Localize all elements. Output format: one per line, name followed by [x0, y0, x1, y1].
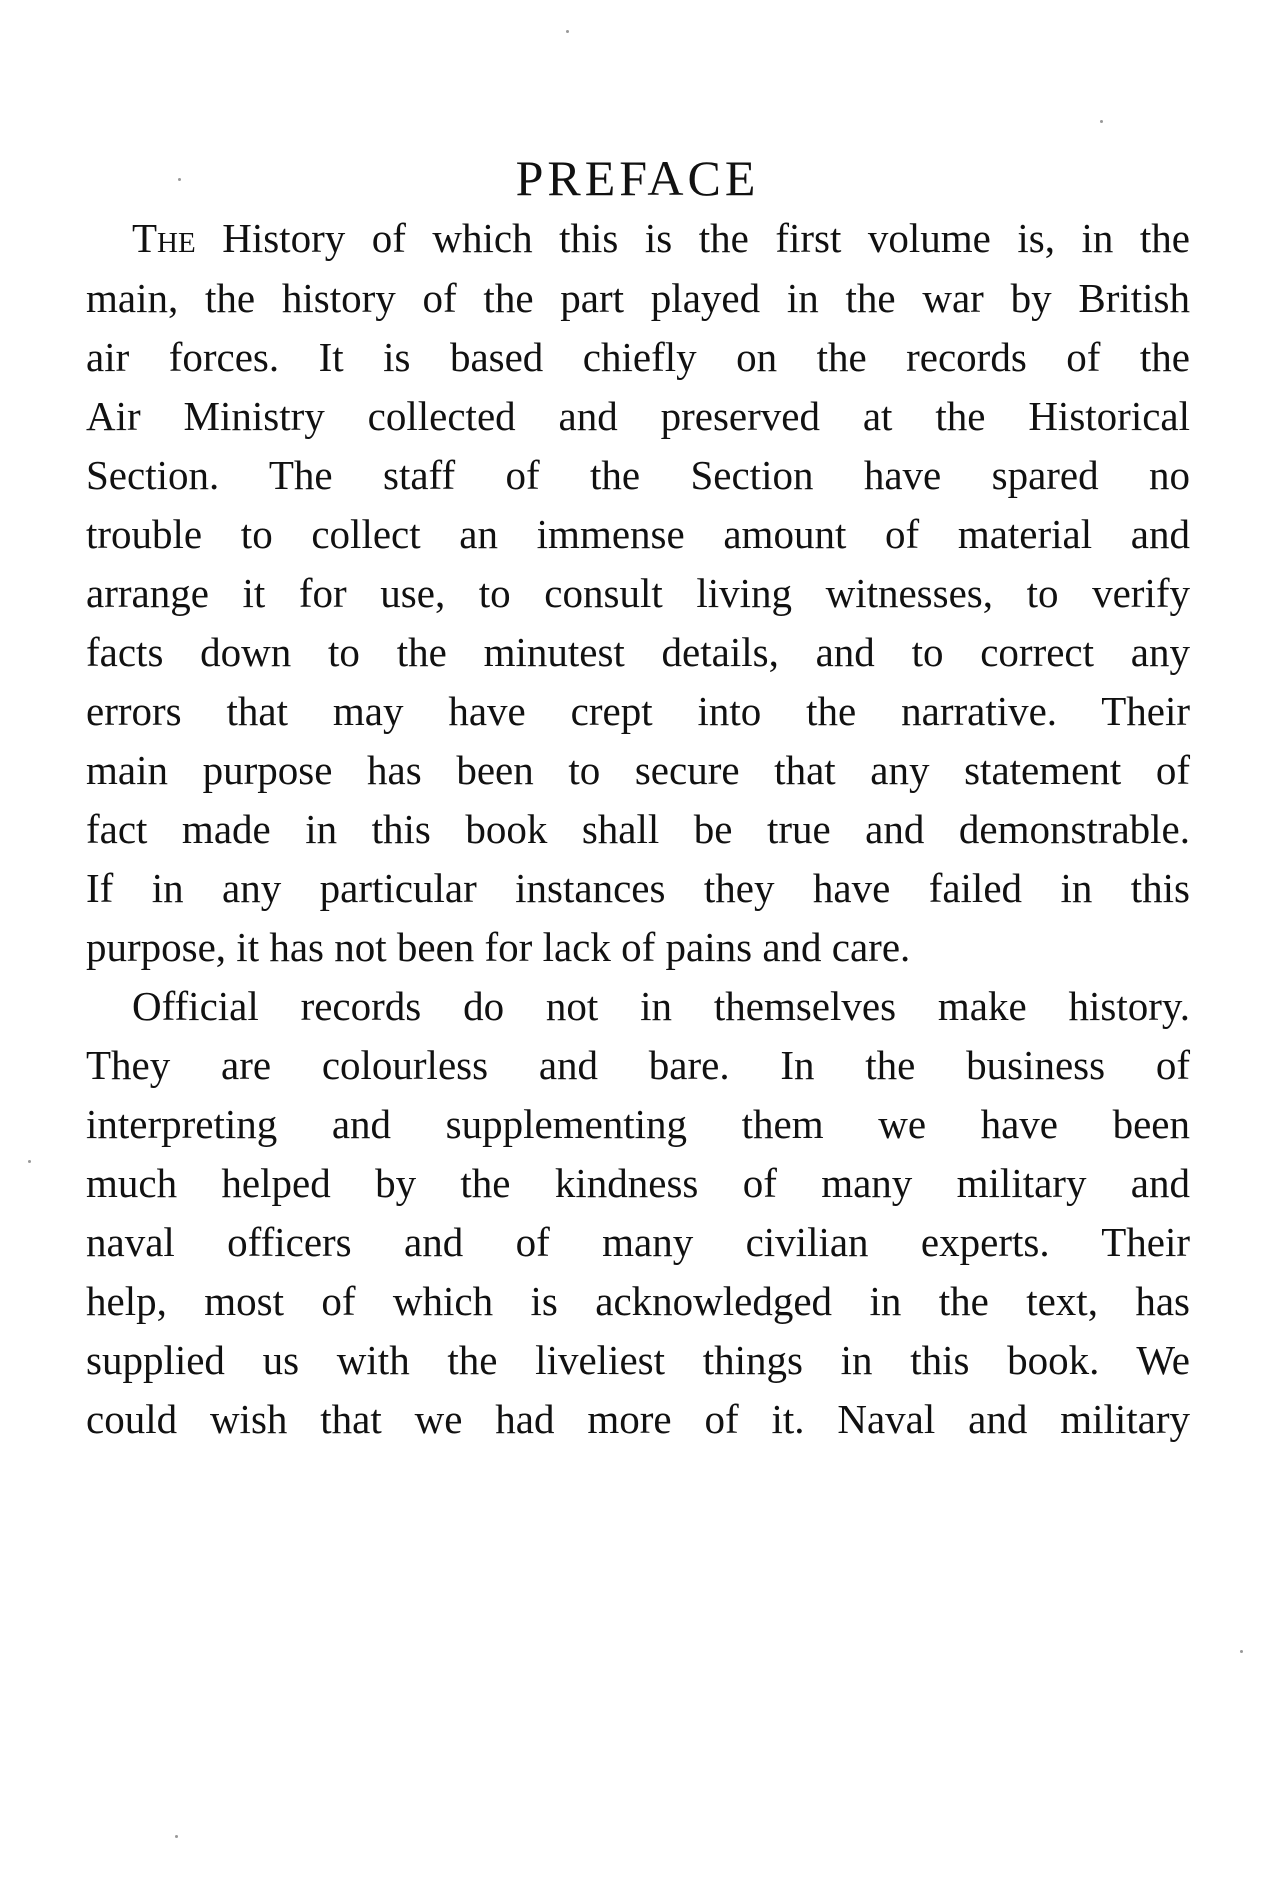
text-line: Air Ministry collected and preserved at the Historical: [86, 393, 1190, 439]
paper-speck: [175, 1835, 178, 1838]
text-line: If in any particular instances they have failed in this: [86, 865, 1190, 911]
line-text: History of which this is the first volume is, in the: [195, 215, 1190, 261]
paper-speck: [1100, 120, 1103, 123]
text-line: They are colourless and bare. In the business of: [86, 1042, 1190, 1088]
text-line: naval officers and of many civilian experts. Their: [86, 1219, 1190, 1265]
lead-word: The: [132, 215, 196, 261]
paper-speck: [178, 178, 181, 181]
text-line: could wish that we had more of it. Naval and military: [86, 1396, 1190, 1442]
text-line: Official records do not in themselves make history.: [132, 983, 1190, 1029]
text-line: purpose, it has not been for lack of pains and care.: [86, 924, 911, 970]
text-line: help, most of which is acknowledged in the text, has: [86, 1278, 1190, 1324]
text-line: supplied us with the liveliest things in this book. We: [86, 1337, 1190, 1383]
text-line: much helped by the kindness of many military and: [86, 1160, 1190, 1206]
text-line: main purpose has been to secure that any statement of: [86, 747, 1190, 793]
text-line: interpreting and supplementing them we have been: [86, 1101, 1190, 1147]
text-line: Section. The staff of the Section have spared no: [86, 452, 1190, 498]
paper-speck: [1240, 1650, 1243, 1653]
text-line: trouble to collect an immense amount of material and: [86, 511, 1190, 557]
text-line: air forces. It is based chiefly on the records of the: [86, 334, 1190, 380]
text-line: facts down to the minutest details, and to correct any: [86, 629, 1190, 675]
paper-speck: [566, 30, 569, 33]
paper-speck: [28, 1160, 31, 1163]
page-title: PREFACE: [515, 150, 760, 206]
text-line: main, the history of the part played in the war by British: [86, 275, 1190, 321]
text-line: [86, 212, 1190, 264]
text-line: errors that may have crept into the narrative. Their: [86, 688, 1190, 734]
text-line: fact made in this book shall be true and demonstrable.: [86, 806, 1190, 852]
text-line: arrange it for use, to consult living witnesses, to verify: [86, 570, 1190, 616]
